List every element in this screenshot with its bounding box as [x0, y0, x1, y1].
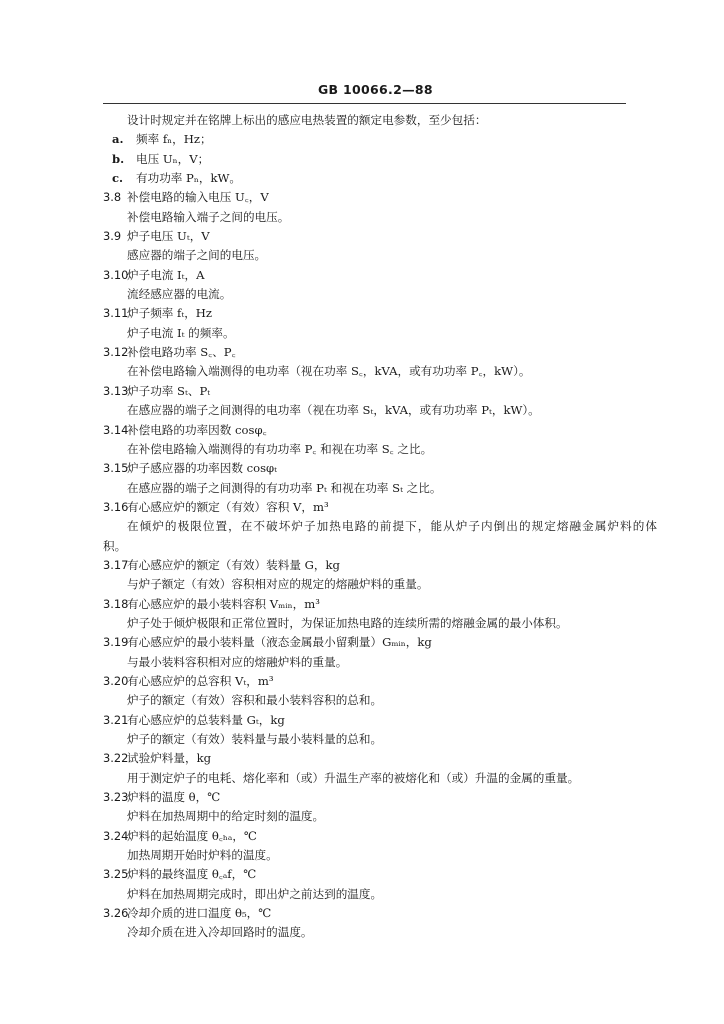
term-number: 3.16 — [103, 499, 129, 514]
term-heading — [103, 788, 643, 807]
term-number: 3.12 — [103, 345, 129, 360]
paragraph-line: 炉子电流 Iₜ 的频率。 — [127, 325, 235, 340]
term-heading — [103, 498, 643, 517]
paragraph-line: 炉料在加热周期中的给定时刻的温度。 — [127, 809, 325, 824]
list-item-label: c. — [112, 171, 124, 186]
standard-code: GB 10066.2—88 — [318, 82, 433, 97]
term-title: 有心感应炉的额定（有效）容积 V，m³ — [127, 499, 329, 514]
paragraph-line: 在补偿电路输入端测得的有功功率 P꜀ 和视在功率 S꜀ 之比。 — [127, 441, 433, 456]
term-title: 冷却介质的进口温度 θ₅，℃ — [127, 906, 272, 921]
paragraph-line: 与炉子额定（有效）容积相对应的规定的熔融炉料的重量。 — [127, 577, 429, 592]
term-number: 3.22 — [103, 751, 129, 766]
term-heading — [103, 266, 643, 285]
term-number: 3.10 — [103, 267, 129, 282]
term-heading — [103, 904, 643, 923]
term-heading — [103, 672, 643, 691]
list-item-label: a. — [112, 132, 124, 147]
term-heading — [103, 459, 643, 478]
term-title: 炉子频率 fₜ，Hz — [127, 306, 213, 321]
list-item-label: b. — [112, 151, 125, 166]
term-number: 3.19 — [103, 635, 129, 650]
term-title: 有心感应炉的最小装料量（液态金属最小留剩量）Gₘᵢₙ，kg — [127, 635, 432, 650]
term-title: 有心感应炉的总容积 Vₜ，m³ — [127, 673, 274, 688]
paragraph-line: 设计时规定并在铭牌上标出的感应电热装置的额定电参数，至少包括： — [127, 113, 487, 127]
term-number: 3.25 — [103, 867, 129, 882]
paragraph-line: 炉子的额定（有效）装料量与最小装料量的总和。 — [127, 732, 383, 746]
term-heading — [103, 421, 643, 440]
list-item — [103, 150, 643, 169]
term-heading — [103, 827, 643, 846]
document-body — [103, 111, 657, 943]
term-heading — [103, 711, 643, 730]
list-item-text: 有功功率 Pₙ，kW。 — [136, 171, 242, 186]
term-title: 补偿电路的功率因数 cosφ꜀ — [127, 422, 267, 437]
term-heading — [103, 595, 643, 614]
term-number: 3.9 — [103, 229, 122, 244]
term-title: 炉料的最终温度 θ꜀ₐf，℃ — [127, 867, 257, 882]
term-number: 3.20 — [103, 673, 129, 688]
term-heading — [103, 382, 643, 401]
term-title: 炉子电流 Iₜ，A — [127, 267, 205, 282]
term-title: 炉子电压 Uₜ，V — [127, 229, 210, 244]
page-header — [0, 80, 724, 100]
list-item — [103, 130, 643, 149]
term-heading — [103, 343, 643, 362]
term-title: 试验炉料量，kg — [127, 751, 212, 766]
term-number: 3.24 — [103, 828, 129, 843]
paragraph-line: 感应器的端子之间的电压。 — [127, 248, 267, 263]
paragraph-line: 与最小装料容积相对应的熔融炉料的重量。 — [127, 654, 348, 669]
term-heading — [103, 749, 643, 768]
term-title: 补偿电路功率 S꜀、P꜀ — [127, 345, 236, 360]
term-title: 炉子感应器的功率因数 cosφₜ — [127, 461, 278, 476]
paragraph-line: 在补偿电路输入端测得的电功率（视在功率 S꜀，kVA，或有功功率 P꜀，kW）。 — [127, 364, 531, 379]
term-title: 炉子功率 Sₜ、Pₜ — [127, 383, 211, 398]
term-number: 3.21 — [103, 712, 129, 727]
term-heading — [103, 188, 643, 207]
term-title: 炉料的温度 θ，℃ — [127, 790, 221, 805]
term-title: 有心感应炉的最小装料容积 Vₘᵢₙ，m³ — [127, 596, 320, 611]
term-heading — [103, 865, 643, 884]
term-number: 3.26 — [103, 906, 129, 921]
term-title: 有心感应炉的总装料量 Gₜ，kg — [127, 712, 285, 727]
paragraph-line: 炉子的额定（有效）容积和最小装料容积的总和。 — [127, 693, 383, 708]
term-number: 3.23 — [103, 790, 129, 805]
term-number: 3.8 — [103, 190, 122, 205]
paragraph-line: 积。 — [103, 538, 127, 553]
paragraph-line: 炉料在加热周期完成时，即出炉之前达到的温度。 — [127, 886, 383, 901]
paragraph-line: 在感应器的端子之间测得的有功功率 Pₜ 和视在功率 Sₜ 之比。 — [127, 480, 442, 495]
term-title: 有心感应炉的额定（有效）装料量 G，kg — [127, 557, 340, 572]
paragraph-line: 冷却介质在进入冷却回路时的温度。 — [127, 925, 313, 940]
list-item-text: 频率 fₙ，Hz； — [136, 132, 212, 147]
term-title: 补偿电路的输入电压 U꜀，V — [127, 190, 269, 205]
paragraph-line: 在感应器的端子之间测得的电功率（视在功率 Sₜ，kVA，或有功功率 Pₜ，kW）。 — [127, 403, 540, 418]
term-heading — [103, 227, 643, 246]
paragraph-line: 用于测定炉子的电耗、熔化率和（或）升温生产率的被熔化和（或）升温的金属的重量。 — [127, 770, 580, 785]
paragraph-line: 炉子处于倾炉极限和正常位置时，为保证加热电路的连续所需的熔融金属的最小体积。 — [127, 615, 568, 630]
term-number: 3.14 — [103, 422, 129, 437]
term-heading — [103, 304, 643, 323]
paragraph-line: 流经感应器的电流。 — [127, 287, 232, 302]
term-number: 3.17 — [103, 557, 129, 572]
term-heading — [103, 633, 643, 652]
term-title: 炉料的起始温度 θ꜀ₕₐ，℃ — [127, 828, 257, 843]
term-number: 3.13 — [103, 383, 129, 398]
header-rule — [103, 103, 626, 104]
term-number: 3.15 — [103, 461, 129, 476]
term-heading — [103, 556, 643, 575]
list-item-text: 电压 Uₙ，V； — [136, 151, 210, 166]
term-number: 3.18 — [103, 596, 129, 611]
paragraph-line: 加热周期开始时炉料的温度。 — [127, 848, 278, 863]
list-item — [103, 169, 643, 188]
paragraph-line: 补偿电路输入端子之间的电压。 — [127, 209, 290, 224]
term-number: 3.11 — [103, 306, 129, 321]
paragraph-line: 在倾炉的极限位置，在不破坏炉子加热电路的前提下，能从炉子内倒出的规定熔融金属炉料的体 — [127, 519, 657, 534]
